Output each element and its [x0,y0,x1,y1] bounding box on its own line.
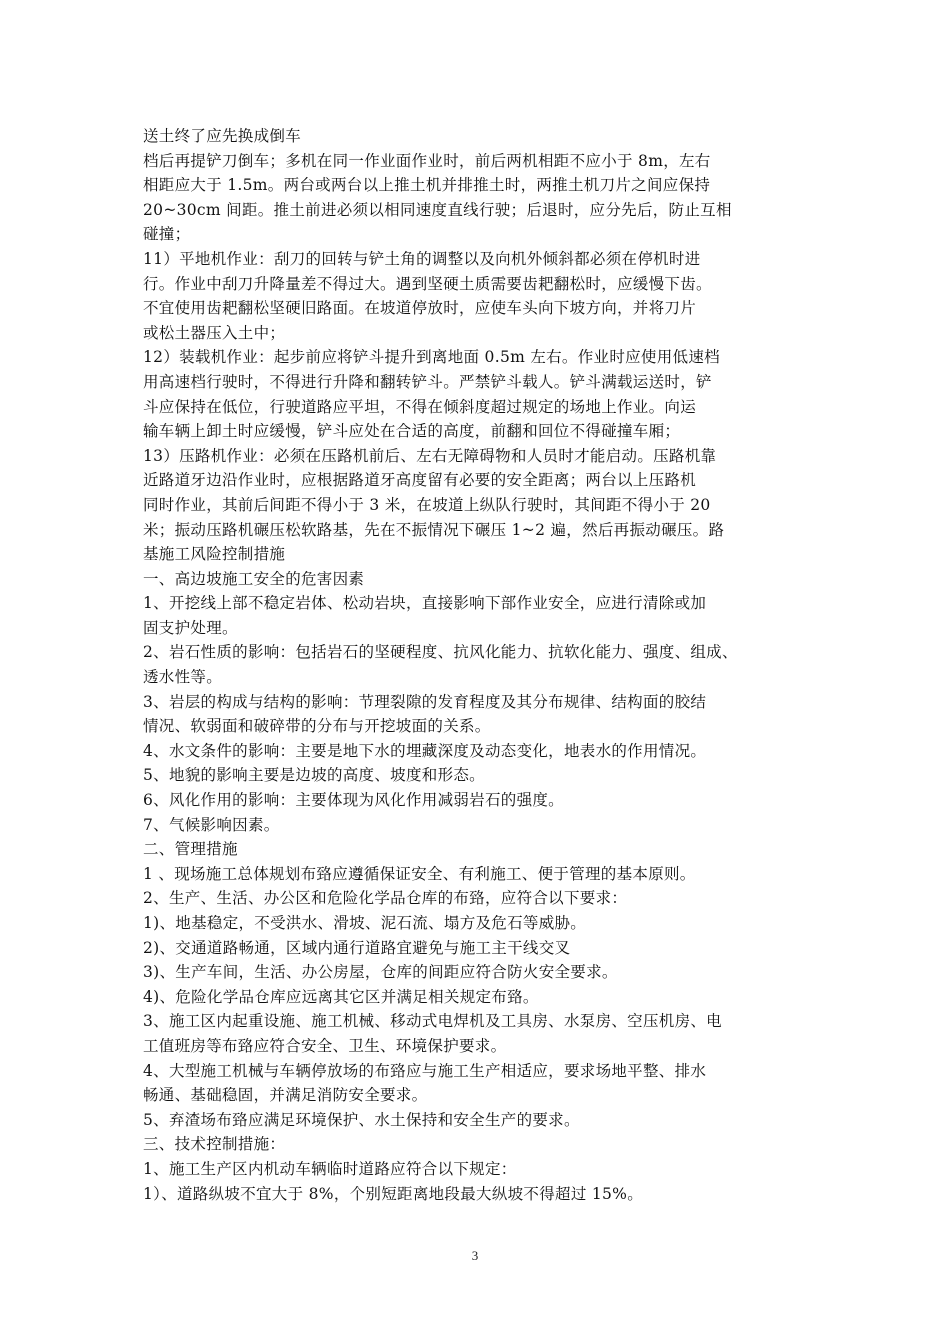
text-line: 同时作业，其前后间距不得小于 3 米，在坡道上纵队行驶时，其间距不得小于 20 [143,495,711,514]
text-line: 基施工风险控制措施 [143,545,286,564]
text-line: 档后再提铲刀倒车；多机在同一作业面作业时，前后两机相距不应小于 8m，左右 [143,151,711,170]
text-line: 4、大型施工机械与车辆停放场的布臵应与施工生产相适应，要求场地平整、排水 [143,1061,707,1080]
text-line: 2)、交通道路畅通，区域内通行道路宜避免与施工主干线交叉 [143,938,571,957]
text-line: 1、开挖线上部不稳定岩体、松动岩块，直接影响下部作业安全，应进行清除或加 [143,594,707,613]
text-line: 畅通、基础稳固，并满足消防安全要求。 [143,1086,428,1105]
text-line: 三、技术控制措施： [143,1135,286,1154]
text-line: 或松土器压入土中； [143,323,286,342]
text-line: 行。作业中刮刀升降量差不得过大。遇到坚硬土质需要齿耙翻松时，应缓慢下齿。 [143,274,712,293]
text-line: 情况、软弱面和破碎带的分布与开挖坡面的关系。 [143,717,491,736]
text-line: 二、管理措施 [143,840,238,859]
text-line: 一、高边坡施工安全的危害因素 [143,569,365,588]
text-line: 近路道牙边沿作业时，应根据路道牙高度留有必要的安全距离；两台以上压路机 [143,471,697,490]
text-line: 5、地貌的影响主要是边坡的高度、坡度和形态。 [143,766,485,785]
text-line: 送土终了应先换成倒车 [143,127,302,145]
text-line: 5、弃渣场布臵应满足环境保护、水土保持和安全生产的要求。 [143,1110,580,1129]
page-number: 3 [471,1248,479,1263]
text-line: 斗应保持在低位，行驶道路应平坦，不得在倾斜度超过规定的场地上作业。向运 [143,397,697,416]
text-line: 用高速档行驶时，不得进行升降和翻转铲斗。严禁铲斗载人。铲斗满载运送时，铲 [143,372,712,391]
text-line: 20~30cm 间距。推土前进必须以相同速度直线行驶；后退时，应分先后，防止互相 [143,200,732,219]
text-line: 碰撞； [143,225,191,244]
text-line: 3)、生产车间，生活、办公房屋，仓库的间距应符合防火安全要求。 [143,963,618,982]
text-line: 3、施工区内起重设施、施工机械、移动式电焊机及工具房、水泵房、空压机房、电 [143,1012,722,1031]
text-line: 透水性等。 [143,668,223,687]
text-line: 12）装载机作业：起步前应将铲斗提升到离地面 0.5m 左右。作业时应使用低速档 [143,348,720,367]
text-line: 不宜使用齿耙翻松坚硬旧路面。在坡道停放时，应使车头向下坡方向，并将刀片 [143,299,697,318]
text-line: 4、水文条件的影响：主要是地下水的埋藏深度及动态变化，地表水的作用情况。 [143,741,707,760]
text-line: 输车辆上卸土时应缓慢，铲斗应处在合适的高度，前翻和回位不得碰撞车厢； [143,422,681,441]
text-line: 相距应大于 1.5m。两台或两台以上推土机并排推土时，两推土机刀片之间应保持 [143,176,711,195]
text-line: 6、风化作用的影响：主要体现为风化作用减弱岩石的强度。 [143,791,564,810]
text-line: 3、岩层的构成与结构的影响：节理裂隙的发育程度及其分布规律、结构面的胶结 [143,692,707,711]
text-line: 1)、地基稳定，不受洪水、滑坡、泥石流、塌方及危石等威胁。 [143,914,587,932]
text-line: 米；振动压路机碾压松软路基，先在不振情况下碾压 1~2 遍，然后再振动碾压。路 [143,520,725,539]
text-line: 1）、道路纵坡不宜大于 8%，个别短距离地段最大纵坡不得超过 15%。 [143,1184,644,1203]
text-line: 固支护处理。 [143,618,238,637]
text-line: 1 、现场施工总体规划布臵应遵循保证安全、有利施工、便于管理的基本原则。 [143,864,696,883]
text-line: 7、气候影响因素。 [143,815,280,834]
document-body [143,124,813,1206]
text-line: 2、岩石性质的影响：包括岩石的坚硬程度、抗风化能力、抗软化能力、强度、组成、 [143,643,738,662]
text-line: 工值班房等布臵应符合安全、卫生、环境保护要求。 [143,1036,507,1055]
text-line: 11）平地机作业：刮刀的回转与铲土角的调整以及向机外倾斜都必须在停机时进 [143,249,701,268]
text-line: 4)、危险化学品仓库应远离其它区并满足相关规定布臵。 [143,987,539,1006]
text-line: 2、生产、生活、办公区和危险化学品仓库的布臵，应符合以下要求： [143,889,628,908]
text-line: 13）压路机作业：必须在压路机前后、左右无障碍物和人员时才能启动。压路机靠 [143,446,717,465]
text-line: 1、施工生产区内机动车辆临时道路应符合以下规定： [143,1159,517,1178]
